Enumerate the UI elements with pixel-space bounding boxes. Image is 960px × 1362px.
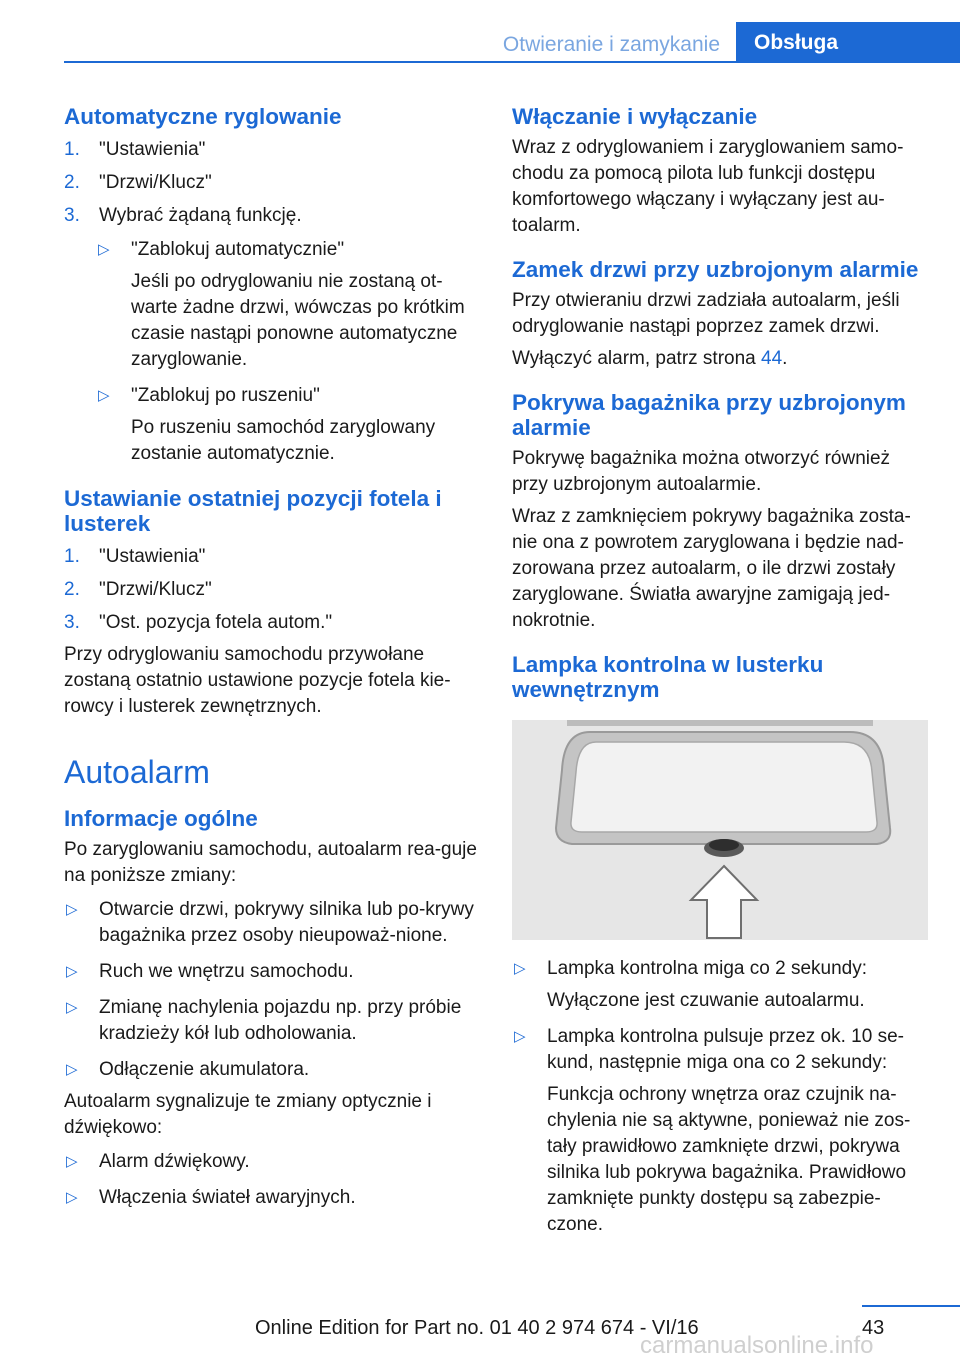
rearview-mirror-illustration xyxy=(512,720,928,940)
step-number: 2. xyxy=(64,172,80,193)
signal-intro: Autoalarm sygnalizuje te zmiany optycznie i dźwiękowo: xyxy=(64,1091,432,1138)
list-item xyxy=(64,170,480,196)
page-reference-link[interactable]: 44 xyxy=(761,348,783,369)
list-item xyxy=(64,577,480,603)
bullet-triangle-icon: ▷ xyxy=(98,241,110,258)
list-item xyxy=(64,1057,480,1083)
right-column xyxy=(512,100,928,1238)
trunk-paragraph-1: Pokrywę bagażnika można otworzyć również przy uzbrojonym autoalarmie. xyxy=(512,448,891,495)
list-item-text: Odłączenie akumulatora. xyxy=(99,1059,310,1080)
list-item xyxy=(64,995,480,1047)
step-number: 3. xyxy=(64,205,80,226)
step-number: 3. xyxy=(64,612,80,633)
step-text: "Ost. pozycja fotela autom." xyxy=(99,612,333,633)
footer-rule xyxy=(862,1305,960,1307)
list-item xyxy=(64,1149,480,1175)
list-item-text: Otwarcie drzwi, pokrywy silnika lub po-krywy bagażnika przez osoby nieupoważ-nione. xyxy=(99,899,474,946)
list-item xyxy=(64,203,480,229)
page-number: 43 xyxy=(862,1317,885,1339)
step-text: "Drzwi/Klucz" xyxy=(99,172,212,193)
door-lock-reference xyxy=(512,346,928,372)
bullet-triangle-icon: ▷ xyxy=(66,901,78,918)
list-item xyxy=(64,959,480,985)
list-item xyxy=(512,1024,928,1238)
option-label: "Zablokuj automatycznie" xyxy=(131,239,345,260)
header-chapter-tab: Obsługa xyxy=(736,22,960,63)
door-lock-heading: Zamek drzwi przy uzbrojonym alarmie xyxy=(512,257,919,282)
door-lock-body: Przy otwieraniu drzwi zadziała autoalarm, jeśli odryglowanie nastąpi poprzez zamek drzwi. xyxy=(512,290,900,337)
auto-lock-heading: Automatyczne ryglowanie xyxy=(64,104,342,129)
list-item xyxy=(64,1185,480,1211)
step-number: 1. xyxy=(64,139,80,160)
option-label: "Zablokuj po ruszeniu" xyxy=(131,385,320,406)
onoff-heading: Włączanie i wyłączanie xyxy=(512,104,758,129)
alarm-signals-list xyxy=(64,1149,480,1211)
seat-steps xyxy=(64,544,480,636)
step-text: "Ustawienia" xyxy=(99,546,206,567)
header-section-title: Otwieranie i zamykanie xyxy=(502,33,720,56)
bullet-triangle-icon: ▷ xyxy=(514,960,526,977)
step-number: 1. xyxy=(64,546,80,567)
alarm-title: Autoalarm xyxy=(64,754,210,790)
list-item-detail: Wyłączone jest czuwanie autoalarmu. xyxy=(547,990,865,1011)
list-item xyxy=(64,610,480,636)
trunk-heading: Pokrywa bagażnika przy uzbrojonym alarmie xyxy=(512,390,906,440)
list-item-text: Zmianę nachylenia pojazdu np. przy próbie kradzieży kół lub odholowania. xyxy=(99,997,462,1044)
bullet-triangle-icon: ▷ xyxy=(66,999,78,1016)
bullet-triangle-icon: ▷ xyxy=(66,1189,78,1206)
step-text: Wybrać żądaną funkcję. xyxy=(99,205,302,226)
option-description: Jeśli po odryglowaniu nie zostaną ot-warte żadne drzwi, wówczas po krótkim czasie nastąpi ponowne automatyczne zaryglowanie. xyxy=(131,271,465,370)
list-item-text: Lampka kontrolna miga co 2 sekundy: xyxy=(547,958,868,979)
auto-lock-steps xyxy=(64,137,480,229)
list-item xyxy=(64,544,480,570)
list-item xyxy=(64,137,480,163)
left-column xyxy=(64,100,480,1211)
auto-lock-options xyxy=(64,237,480,467)
lamp-states-list xyxy=(512,956,928,1238)
list-item xyxy=(96,237,480,373)
reference-end: . xyxy=(782,348,788,369)
mirror-drawing xyxy=(512,720,928,940)
list-item xyxy=(96,383,480,467)
seat-heading: Ustawianie ostatniej pozycji fotela i lusterek xyxy=(64,486,442,536)
header-rule xyxy=(64,61,960,63)
bullet-triangle-icon: ▷ xyxy=(98,387,110,404)
step-text: "Drzwi/Klucz" xyxy=(99,579,212,600)
option-description: Po ruszeniu samochód zaryglowany zostanie automatycznie. xyxy=(131,417,436,464)
bullet-triangle-icon: ▷ xyxy=(66,1153,78,1170)
list-item-detail: Funkcja ochrony wnętrza oraz czujnik na-chylenia nie są aktywne, ponieważ nie zos-tały prawidłowo zamknięte drzwi, pokrywa silnika lub pokrywa bagażnika. Prawidłowo zamknięte punkty dostępu są zabezpie-czone. xyxy=(547,1084,911,1235)
edition-note: Online Edition for Part no. 01 40 2 974 674 - VI/16 xyxy=(255,1317,699,1339)
lamp-heading: Lampka kontrolna w lusterku wewnętrznym xyxy=(512,652,824,702)
reference-text: Wyłączyć alarm, patrz strona xyxy=(512,348,762,369)
general-info-intro: Po zaryglowaniu samochodu, autoalarm rea-guje na poniższe zmiany: xyxy=(64,839,477,886)
bullet-triangle-icon: ▷ xyxy=(514,1028,526,1045)
general-info-heading: Informacje ogólne xyxy=(64,806,258,831)
bullet-triangle-icon: ▷ xyxy=(66,963,78,980)
seat-body: Przy odryglowaniu samochodu przywołane zostaną ostatnio ustawione pozycje fotela kie-rowcy i lusterek zewnętrznych. xyxy=(64,644,451,717)
step-text: "Ustawienia" xyxy=(99,139,206,160)
alarm-triggers-list xyxy=(64,897,480,1083)
list-item-text: Lampka kontrolna pulsuje przez ok. 10 se-kund, następnie miga ona co 2 sekundy: xyxy=(547,1026,904,1073)
list-item-text: Włączenia świateł awaryjnych. xyxy=(99,1187,356,1208)
list-item-text: Alarm dźwiękowy. xyxy=(99,1151,250,1172)
list-item-text: Ruch we wnętrzu samochodu. xyxy=(99,961,354,982)
trunk-paragraph-2: Wraz z zamknięciem pokrywy bagażnika zosta-nie ona z powrotem zaryglowana i będzie nad-zorowana przez autoalarm, o ile drzwi zostały zaryglowane. Światła awaryjne zamigają jed-nokrotnie. xyxy=(512,506,911,631)
list-item xyxy=(512,956,928,1014)
list-item xyxy=(64,897,480,949)
bullet-triangle-icon: ▷ xyxy=(66,1061,78,1078)
step-number: 2. xyxy=(64,579,80,600)
watermark: carmanualsonline.info xyxy=(640,1332,874,1359)
onoff-body: Wraz z odryglowaniem i zaryglowaniem samo-chodu za pomocą pilota lub funkcji dostępu komfortowego włączany i wyłączany jest au-toalarm. xyxy=(512,137,904,236)
